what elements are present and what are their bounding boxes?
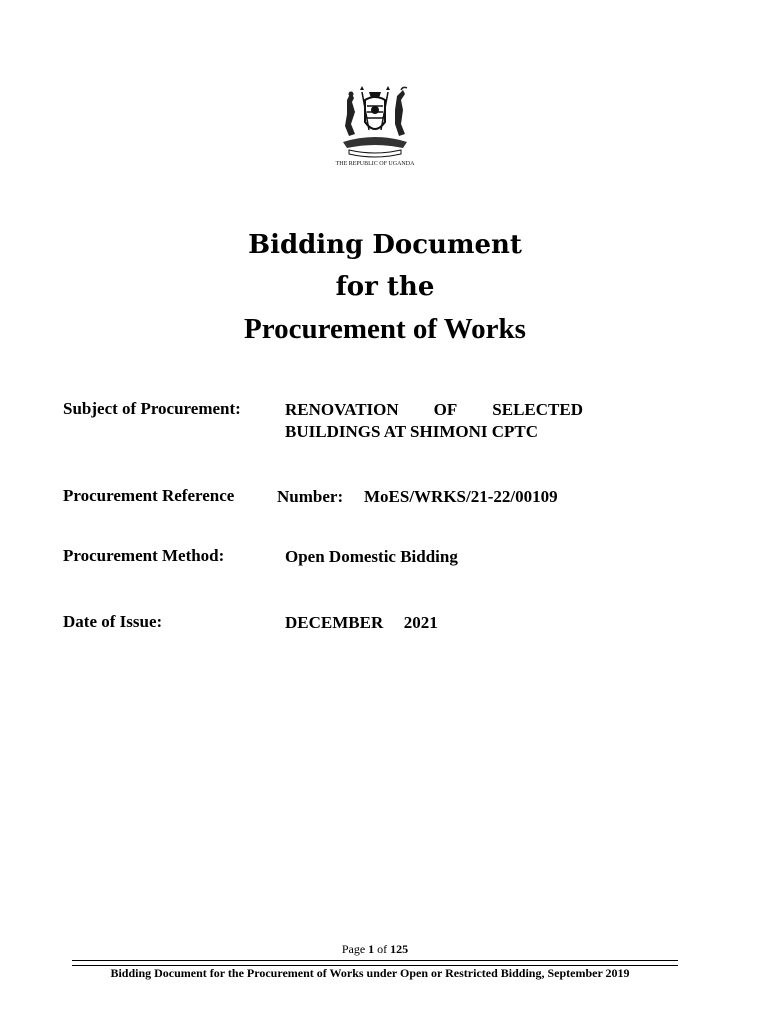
method-value: Open Domestic Bidding	[285, 547, 458, 566]
page-of: of	[377, 942, 388, 956]
page-current: 1	[368, 942, 375, 956]
page-total: 125	[390, 942, 409, 956]
subject-label: Subject of Procurement:	[63, 399, 241, 418]
subject-value	[285, 399, 583, 443]
svg-text:THE REPUBLIC OF UGANDA: THE REPUBLIC OF UGANDA	[335, 161, 415, 167]
page-number	[0, 942, 750, 957]
footer-text: Bidding Document for the Procurement of Works under Open or Restricted Bidding, September 2019	[110, 966, 630, 980]
reference-number: MoES/WRKS/21-22/00109	[364, 487, 558, 506]
title-line-2: for the	[335, 272, 435, 302]
title-line-1: Bidding Document	[248, 230, 522, 260]
reference-number-word: Number:	[277, 487, 344, 506]
coat-of-arms-icon	[325, 86, 425, 168]
subject-word-1: RENOVATION	[285, 400, 399, 419]
method-label: Procurement Method:	[63, 546, 225, 565]
document-title	[0, 224, 770, 350]
page-prefix: Page	[341, 942, 366, 956]
date-label: Date of Issue:	[63, 612, 163, 631]
subject-word-3: SELECTED	[492, 400, 583, 419]
subject-word-2: OF	[433, 400, 458, 419]
reference-value	[277, 486, 558, 508]
subject-line-2: BUILDINGS AT SHIMONI CPTC	[285, 422, 539, 441]
title-line-3: Procurement of Works	[244, 313, 526, 345]
reference-label: Procurement Reference	[63, 486, 235, 505]
date-value: DECEMBER 2021	[285, 613, 438, 632]
coat-of-arms-emblem	[325, 86, 425, 168]
